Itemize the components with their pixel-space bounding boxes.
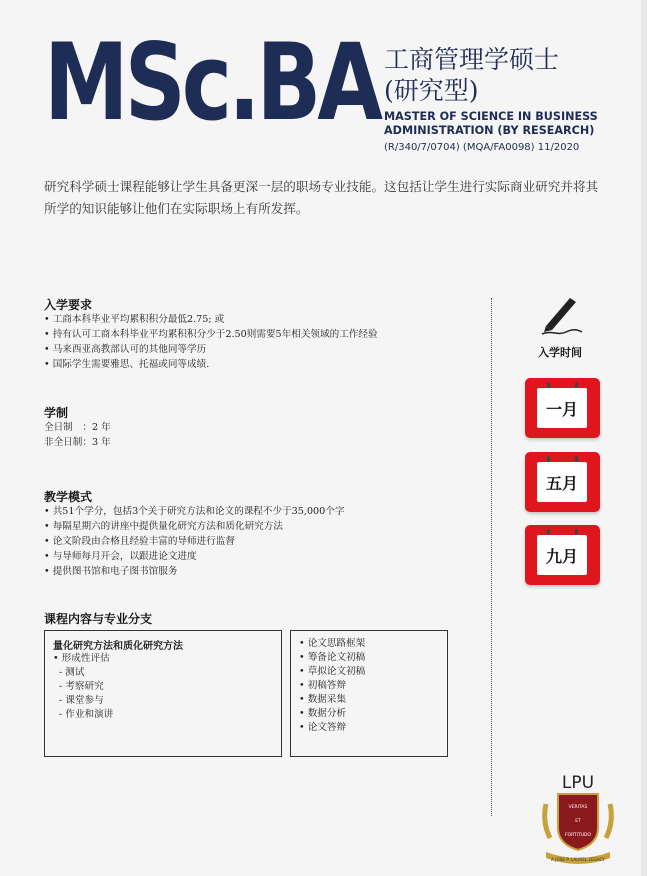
research-methods-box [44, 630, 282, 757]
list-item: • 每隔星期六的讲座中提供量化研究方法和质化研究方法 [44, 519, 344, 534]
list-item: - 课堂参与 [59, 695, 104, 706]
list-item: • 马来西亚高教部认可的其他同等学历 [44, 342, 378, 357]
list-item: - 考察研究 [59, 681, 104, 692]
research-methods-heading: 量化研究方法和质化研究方法 [53, 641, 183, 652]
title-cn-line-1: 工商管理学硕士 [384, 45, 560, 74]
intake-label: 入学时间 [538, 346, 582, 359]
calendar-january [525, 378, 600, 438]
entry-requirements-list [44, 312, 378, 372]
list-item: • 提供图书馆和电子图书馆服务 [44, 564, 344, 579]
calendar-may [525, 452, 600, 512]
title-cn-line-2: (研究型) [384, 76, 479, 105]
course-content-title: 课程内容与专业分支 [44, 612, 153, 626]
title-en-line-2: ADMINISTRATION (BY RESEARCH) [384, 124, 595, 137]
entry-requirements-title: 入学要求 [44, 298, 93, 312]
svg-text:VERITAS: VERITAS [568, 805, 588, 810]
page-edge [641, 0, 647, 876]
list-item: • 草拟论文初稿 [299, 666, 366, 677]
list-item: • 论文答辩 [299, 722, 347, 733]
accreditation-code: (R/340/7/0704) (MQA/FA0098) 11/2020 [384, 142, 580, 153]
duration-title: 学制 [44, 406, 69, 420]
teaching-mode-list [44, 504, 344, 579]
list-item: • 国际学生需要雅思、托福或同等成绩. [44, 357, 378, 372]
list-item: • 筹备论文初稿 [299, 652, 366, 663]
program-title-en [384, 110, 598, 138]
list-item: • 数据分析 [299, 708, 347, 719]
calendar-month: 五月 [537, 462, 587, 502]
svg-text:FORTITUDO: FORTITUDO [564, 833, 592, 838]
duration-full-time: 全日制 ：2 年 [44, 422, 111, 433]
program-logo: MSc.BA [44, 21, 380, 145]
list-item: • 初稿答辩 [299, 680, 347, 691]
title-en-line-1: MASTER OF SCIENCE IN BUSINESS [384, 110, 598, 123]
svg-text:A JOSE P. LAUREL LEGACY: A JOSE P. LAUREL LEGACY [551, 857, 605, 862]
teaching-mode-title: 教学模式 [44, 490, 93, 504]
list-item: • 共51个学分，包括3个关于研究方法和论文的课程不少于35,000个字 [44, 504, 344, 519]
column-divider [491, 298, 492, 816]
calendar-month: 一月 [537, 388, 587, 428]
pen-signing-icon [538, 296, 584, 340]
program-title-cn [384, 44, 559, 106]
list-item: • 数据采集 [299, 694, 347, 705]
list-item: • 持有认可工商本科毕业平均累积积分少于2.50则需要5年相关领域的工作经验 [44, 327, 378, 342]
formative-assessment-label: • 形成性评估 [53, 653, 110, 664]
svg-text:LPU: LPU [561, 773, 595, 793]
list-item: • 工商本科毕业平均累积积分最低2.75; 或 [44, 312, 378, 327]
lpu-emblem-logo [538, 770, 618, 870]
calendar-september [525, 525, 600, 585]
thesis-stages-box [290, 630, 448, 757]
duration-part-time: 非全日制：3 年 [44, 437, 111, 448]
list-item: • 论文阶段由合格且经验丰富的导师进行监督 [44, 534, 344, 549]
list-item: - 测试 [59, 667, 85, 678]
calendar-month: 九月 [537, 535, 587, 575]
list-item: • 论文思路框架 [299, 638, 366, 649]
list-item: - 作业和演讲 [59, 709, 114, 720]
intro-paragraph: 研究科学硕士课程能够让学生具备更深一层的职场专业技能。这包括让学生进行实际商业研究并将其所学的知识能够让他们在实际职场上有所发挥。 [44, 179, 599, 216]
svg-text:ET: ET [575, 819, 581, 824]
list-item: • 与导师每月开会，以跟进论文进度 [44, 549, 344, 564]
